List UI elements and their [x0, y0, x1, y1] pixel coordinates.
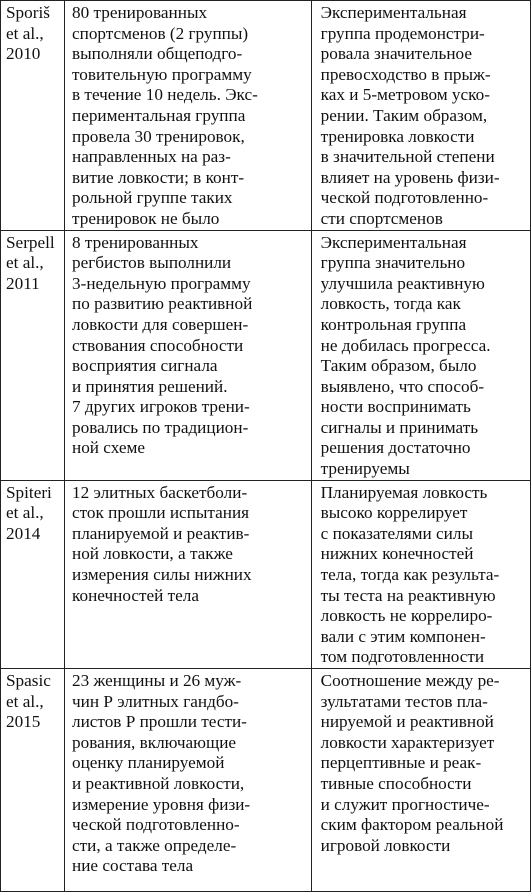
cell-line: 80 тренированных	[72, 3, 208, 22]
cell-line: вали с этим компонен-	[320, 626, 486, 646]
cell-line: чин Р элитных гандбо-	[72, 691, 239, 711]
result-cell	[311, 480, 530, 668]
cell-line: игровой ловкости	[320, 835, 451, 855]
cell-line: направленных на раз-	[72, 147, 231, 167]
cell-line: ках и 5-метровом уско-	[320, 85, 490, 105]
cell-line: в значительной степени	[320, 147, 495, 167]
cell-line: ловкость, тогда как	[320, 294, 461, 314]
cell-line: влияет на уровень физи-	[320, 167, 500, 187]
cell-line: тивные способности	[320, 773, 472, 793]
method-cell	[65, 669, 312, 892]
cell-line: ловкость не коррелиро-	[320, 606, 493, 626]
cell-line: улучшила реактивную	[320, 273, 485, 293]
table-row	[1, 480, 531, 668]
cell-line: сигналы и принимать	[320, 417, 479, 437]
cell-line: в течение 10 недель. Экс-	[72, 85, 258, 105]
cell-line: ческой подготовленно-	[72, 815, 240, 835]
cell-line: рования, включающие	[72, 732, 237, 752]
cell-line: ческой подготовленно-	[320, 188, 489, 208]
cell-line: нижних конечностей	[320, 544, 474, 564]
cell-line: Serpell	[6, 232, 55, 252]
cell-line: измерение уровня физи-	[72, 794, 251, 814]
cell-line: периментальная группа	[72, 105, 246, 125]
cell-line: ствования способности	[72, 335, 244, 355]
cell-line: тренируемы	[320, 459, 410, 479]
method-cell	[65, 230, 312, 480]
cell-line: ности воспринимать	[320, 397, 471, 417]
cell-line: ние состава тела	[72, 856, 194, 876]
cell-line: спортсменов (2 группы)	[72, 23, 249, 43]
cell-line: группа продемонстри-	[320, 23, 485, 43]
cell-line: et al.,	[6, 23, 44, 43]
cell-line: регбистов выполнили	[72, 253, 232, 273]
cell-line: 2011	[6, 273, 40, 293]
cell-line: ровались по традицион-	[72, 417, 249, 437]
cell-line: контрольная группа	[320, 314, 467, 334]
cell-line: и служит прогностиче-	[320, 794, 490, 814]
cell-line: измерения силы нижних	[72, 565, 252, 585]
cell-line: Соотношение между ре-	[320, 671, 500, 690]
cell-line: ровала значительное	[320, 44, 472, 64]
cell-line: оценку планируемой	[72, 753, 225, 773]
cell-line: Экспериментальная	[320, 3, 467, 22]
cell-line: сток прошли испытания	[72, 503, 250, 523]
result-cell	[311, 230, 530, 480]
author-cell	[1, 1, 65, 231]
table-row	[1, 1, 531, 231]
cell-line: группа значительно	[320, 253, 466, 273]
cell-line: et al.,	[6, 691, 44, 711]
cell-line: с показателями силы	[320, 523, 473, 543]
cell-line: перцептивные и реак-	[320, 753, 482, 773]
cell-line: 2014	[6, 523, 41, 543]
author-cell	[1, 230, 65, 480]
cell-line: рении. Таким образом,	[320, 105, 488, 125]
cell-line: и принятия решений.	[72, 376, 228, 396]
result-cell	[311, 1, 530, 231]
cell-line: провела 30 тренировок,	[72, 126, 245, 146]
cell-line: Таким образом, было	[320, 356, 477, 376]
cell-line: том подготовленности	[320, 647, 485, 667]
cell-line: и реактивной ловкости,	[72, 773, 245, 793]
cell-line: тренировка ловкости	[320, 126, 475, 146]
cell-line: листов Р прошли тести-	[72, 712, 247, 732]
method-cell	[65, 480, 312, 668]
cell-line: восприятия сигнала	[72, 356, 218, 376]
cell-line: ной ловкости, а также	[72, 544, 233, 564]
cell-line: 8 тренированных	[72, 232, 199, 252]
cell-line: сти спортсменов	[320, 208, 443, 228]
cell-line: сти, а также определе-	[72, 835, 237, 855]
cell-line: по развитию реактивной	[72, 294, 253, 314]
cell-line: зультатами тестов пла-	[320, 691, 488, 711]
cell-line: превосходство в прыж-	[320, 64, 491, 84]
cell-line: Spiteri	[6, 482, 52, 502]
table-row	[1, 230, 531, 480]
cell-line: ским фактором реальной	[320, 815, 504, 835]
cell-line: витие ловкости; в конт-	[72, 167, 245, 187]
cell-line: 2015	[6, 712, 41, 732]
cell-line: Spasic	[6, 671, 51, 690]
author-cell	[1, 669, 65, 892]
author-cell	[1, 480, 65, 668]
cell-line: ловкости для совершен-	[72, 314, 249, 334]
cell-line: тела, тогда как результа-	[320, 565, 500, 585]
cell-line: выполняли общеподго-	[72, 44, 243, 64]
cell-line: 7 других игроков трени-	[72, 397, 250, 417]
cell-line: планируемой и реактив-	[72, 523, 250, 543]
cell-line: конечностей тела	[72, 585, 199, 605]
cell-line: 23 женщины и 26 муж-	[72, 671, 242, 690]
cell-line: et al.,	[6, 503, 44, 523]
studies-table-body	[1, 1, 531, 892]
cell-line: ты теста на реактивную	[320, 585, 496, 605]
cell-line: тренировок не было	[72, 208, 220, 228]
method-cell	[65, 1, 312, 231]
cell-line: 12 элитных баскетболи-	[72, 482, 248, 502]
cell-line: ловкости характеризует	[320, 732, 495, 752]
cell-line: 3-недельную программу	[72, 273, 251, 293]
cell-line: нируемой и реактивной	[320, 712, 494, 732]
cell-line: Планируемая ловкость	[320, 482, 488, 502]
cell-line: выявлено, что способ-	[320, 376, 485, 396]
cell-line: et al.,	[6, 253, 44, 273]
cell-line: ной схеме	[72, 438, 146, 458]
cell-line: решения достаточно	[320, 438, 471, 458]
cell-line: не добилась прогресса.	[320, 335, 491, 355]
cell-line: Экспериментальная	[320, 232, 467, 252]
cell-line: рольной группе таких	[72, 188, 233, 208]
result-cell	[311, 669, 530, 892]
cell-line: товительную программу	[72, 64, 252, 84]
table-row	[1, 669, 531, 892]
cell-line: высоко коррелирует	[320, 503, 468, 523]
cell-line: Sporiš	[6, 3, 50, 22]
cell-line: 2010	[6, 44, 41, 64]
